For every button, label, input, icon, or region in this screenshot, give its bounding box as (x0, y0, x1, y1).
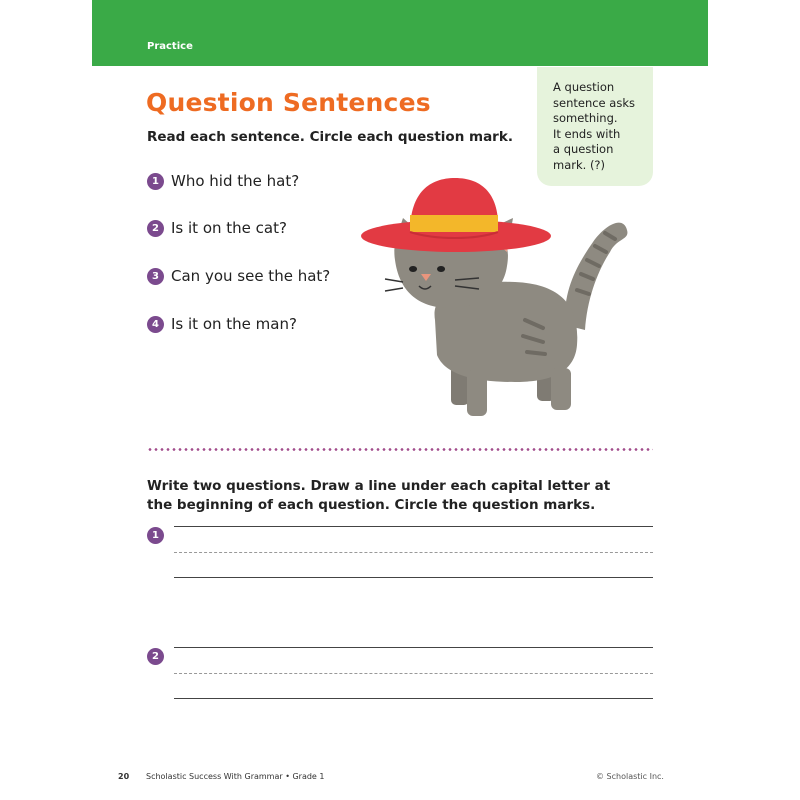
number-badge: 1 (147, 173, 164, 190)
copyright: © Scholastic Inc. (596, 772, 664, 781)
tip-text: A question sentence asks something. It ends with a question mark. (?) (553, 80, 635, 172)
number-badge: 3 (147, 268, 164, 285)
header-bar (92, 0, 708, 66)
sentence-item (147, 218, 287, 238)
tip-box (537, 67, 653, 186)
writing-line-middle[interactable] (174, 552, 653, 553)
number-badge: 4 (147, 316, 164, 333)
cat-in-hat-illustration (355, 170, 640, 425)
page-number: 20 (118, 772, 130, 781)
dotted-divider (147, 448, 653, 451)
writing-line-bottom[interactable] (174, 577, 653, 578)
writing-line-top[interactable] (174, 647, 653, 648)
number-badge: 2 (147, 220, 164, 237)
sentence-text: Is it on the man? (171, 315, 297, 333)
writing-line-middle[interactable] (174, 673, 653, 674)
sentence-text: Is it on the cat? (171, 219, 287, 237)
sentence-item (147, 266, 330, 286)
instructions-part1: Read each sentence. Circle each question mark. (147, 129, 513, 145)
writing-line-bottom[interactable] (174, 698, 653, 699)
section-label: Practice (147, 41, 193, 52)
write-number-badge: 2 (147, 648, 164, 665)
page-title: Question Sentences (146, 88, 431, 117)
book-title: Scholastic Success With Grammar • Grade 1 (146, 772, 325, 781)
writing-line-top[interactable] (174, 526, 653, 527)
sentence-item (147, 314, 297, 334)
sentence-item (147, 171, 299, 191)
write-number-badge: 1 (147, 527, 164, 544)
instructions-part2: Write two questions. Draw a line under each capital letter at the beginning of each question. Circle the question marks. (147, 478, 611, 513)
sentence-text: Can you see the hat? (171, 267, 331, 285)
sentence-text: Who hid the hat? (171, 172, 300, 190)
